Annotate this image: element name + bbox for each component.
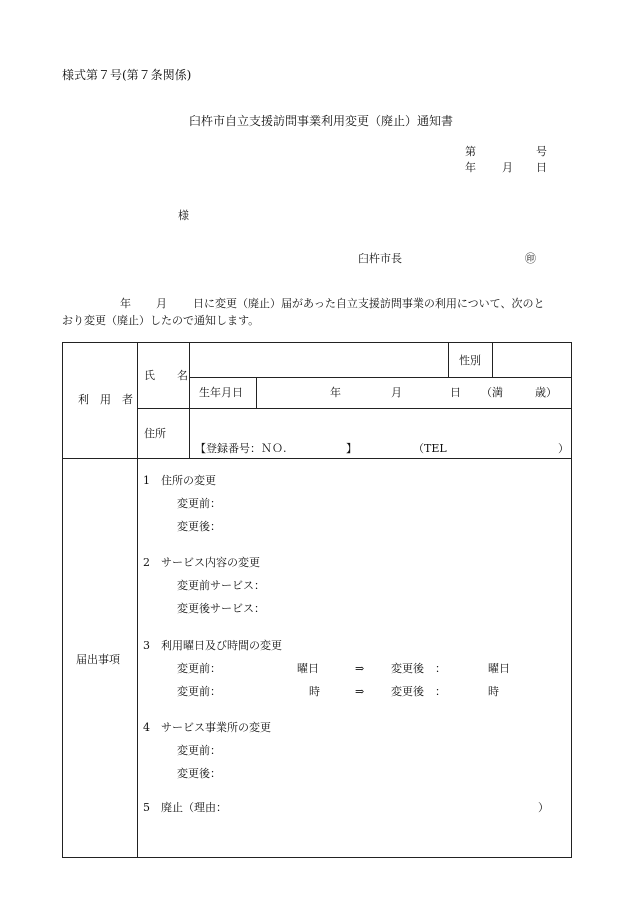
gender-label: 性別 [459, 354, 481, 367]
dob-label: 生年月日 [199, 386, 243, 399]
body-text-1: 日に変更（廃止）届があった自立支援訪問事業の利用について、次のと [193, 297, 545, 310]
item-3-row1-after: 変更後 ： [391, 662, 446, 675]
body-month: 月 [156, 297, 167, 310]
item-3-row1-unit: 曜日 [297, 662, 319, 675]
dob-day: 日 [450, 386, 461, 399]
item-3-row1-before: 変更前： [177, 662, 221, 675]
arrow-icon: ⇒ [355, 662, 365, 675]
tel-open: （TEL [413, 442, 447, 455]
doc-no-suffix: 号 [536, 145, 547, 158]
item-5-heading: 5 廃止（理由： [143, 801, 227, 814]
item-3-row2-after: 変更後 ： [391, 685, 446, 698]
registration-close: 】 [346, 442, 357, 455]
dob-month: 月 [391, 386, 402, 399]
age-close: 歳） [535, 386, 557, 399]
recipient-suffix: 様 [178, 209, 189, 222]
item-3-row2-unit2: 時 [488, 685, 499, 698]
item-4-before: 変更前： [177, 744, 221, 757]
item-1-heading: 1 住所の変更 [143, 474, 216, 487]
date-month: 月 [502, 161, 513, 174]
item-3-row2-unit: 時 [309, 685, 320, 698]
tel-close: ） [558, 442, 569, 455]
item-3-heading: 3 利用曜日及び時間の変更 [143, 639, 282, 652]
name-label: 氏 名 [144, 369, 188, 382]
address-label: 住所 [144, 427, 166, 440]
item-3-row1-unit2: 曜日 [488, 662, 510, 675]
doc-no-prefix: 第 [465, 145, 476, 158]
body-text-2: おり変更（廃止）したので通知します。 [62, 314, 260, 327]
user-section-label: 利 用 者 [78, 393, 133, 406]
form-reference: 様式第７号(第７条関係) [62, 68, 192, 82]
item-2-after: 変更後サービス： [177, 602, 265, 615]
issuer: 臼杵市長 [358, 252, 402, 265]
item-2-heading: 2 サービス内容の変更 [143, 556, 260, 569]
body-year: 年 [120, 297, 131, 310]
registration-number: 【登録番号：ＮＯ. [195, 442, 287, 455]
item-1-after: 変更後： [177, 520, 221, 533]
arrow-icon: ⇒ [355, 685, 365, 698]
date-day: 日 [536, 161, 547, 174]
item-3-row2-before: 変更前： [177, 685, 221, 698]
item-2-before: 変更前サービス： [177, 579, 265, 592]
document-title: 臼杵市自立支援訪問事業利用変更（廃止）通知書 [189, 114, 454, 128]
date-year: 年 [465, 161, 476, 174]
seal-icon: ㊞ [525, 252, 536, 265]
item-5-close: ） [538, 801, 549, 814]
age-open: （満 [481, 386, 503, 399]
item-4-after: 変更後： [177, 767, 221, 780]
notice-section-label: 届出事項 [76, 653, 120, 666]
item-1-before: 変更前： [177, 497, 221, 510]
dob-year: 年 [330, 386, 341, 399]
item-4-heading: 4 サービス事業所の変更 [143, 721, 271, 734]
